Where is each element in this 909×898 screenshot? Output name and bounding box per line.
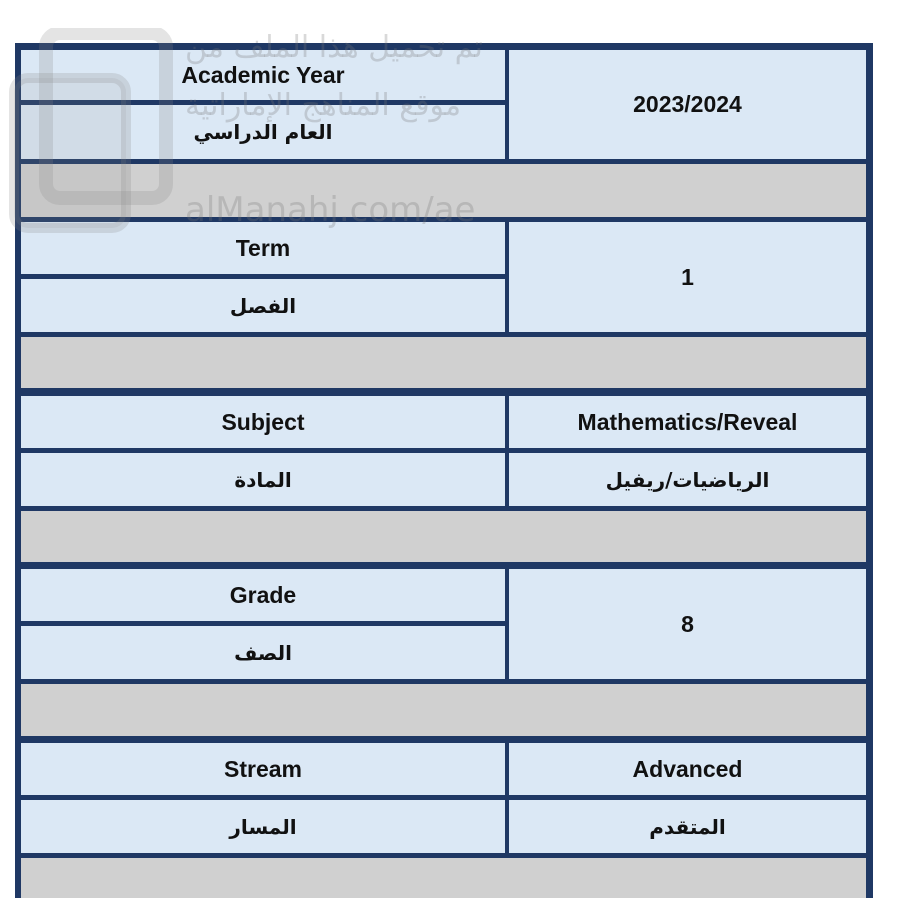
separator-row (21, 164, 866, 217)
term-value: 1 (509, 222, 866, 332)
grade-label-en: Grade (21, 569, 505, 621)
academic-year-label-ar: العام الدراسي (21, 105, 505, 159)
watermark-url: alManahj.com/ae (185, 190, 476, 230)
separator-row (21, 684, 866, 736)
subject-label-en: Subject (21, 396, 505, 448)
stream-value-en: Advanced (509, 743, 866, 795)
stream-value-ar: المتقدم (509, 800, 866, 853)
stream-label-en: Stream (21, 743, 505, 795)
grade-value: 8 (509, 569, 866, 679)
academic-year-label-en: Academic Year (21, 50, 505, 100)
subject-value-ar: الرياضيات/ريفيل (509, 453, 866, 506)
subject-label-ar: المادة (21, 453, 505, 506)
watermark-line-1: تم تحميل هذا الملف من (185, 30, 483, 65)
subject-value-en: Mathematics/Reveal (509, 396, 866, 448)
separator-row (21, 337, 866, 388)
term-label-en: Term (21, 222, 505, 274)
term-label-ar: الفصل (21, 279, 505, 332)
info-table (15, 43, 873, 898)
watermark-line-2: موقع المناهج الإماراتية (185, 88, 462, 123)
grade-label-ar: الصف (21, 626, 505, 679)
academic-year-value: 2023/2024 (509, 50, 866, 159)
separator-row (21, 858, 866, 898)
separator-row (21, 511, 866, 562)
stream-label-ar: المسار (21, 800, 505, 853)
